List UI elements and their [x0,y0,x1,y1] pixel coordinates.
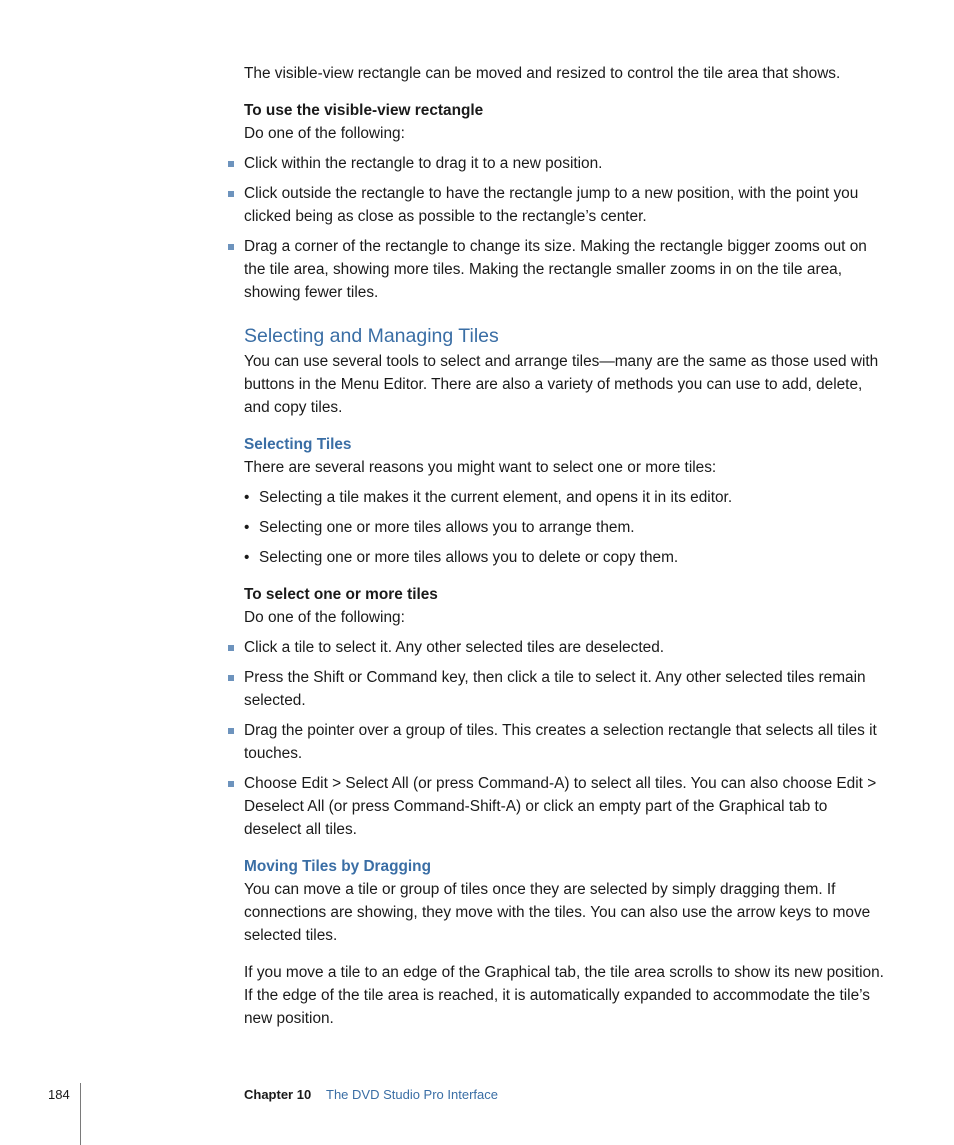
footer-divider [80,1083,81,1145]
list-item: Click within the rectangle to drag it to a new position. [244,152,884,175]
section-title: Selecting and Managing Tiles [244,325,499,347]
moving-paragraph-2: If you move a tile to an edge of the Graphical tab, the tile area scrolls to show its new position. If the edge of the tile area is reached, it is automatically expanded to accommodate the tile’s new position. [244,964,884,1027]
procedure-lead: Do one of the following: [244,125,405,142]
moving-paragraph-1: You can move a tile or group of tiles once they are selected by simply dragging them. If connections are showing, they move with the tiles. You can also use the arrow keys to move selected tiles. [244,881,871,944]
section-body: You can use several tools to select and arrange tiles—many are the same as those used with buttons in the Menu Editor. There are also a variety of methods you can use to add, delete, and copy tiles. [244,353,879,416]
chapter-label: Chapter 10 [244,1087,312,1102]
list-item: Drag the pointer over a group of tiles. This creates a selection rectangle that selects all tiles it touches. [244,719,884,765]
subsection-title-selecting: Selecting Tiles [244,436,352,453]
dot-bullet-icon: • [244,489,250,506]
selecting-body: There are several reasons you might want to select one or more tiles: [244,459,717,476]
list-item: • Selecting one or more tiles allows you to delete or copy them. [244,546,884,569]
list-item: Drag a corner of the rectangle to change its size. Making the rectangle bigger zooms out on the tile area, showing more tiles. Making the rectangle smaller zooms in on the tile area, showing fewer tiles. [244,235,884,304]
list-item: Choose Edit > Select All (or press Command-A) to select all tiles. You can also choose Edit > Deselect All (or press Command-Shift-A) or click an empty part of the Graphical tab to deselect all tiles. [244,772,884,841]
intro-paragraph: The visible-view rectangle can be moved and resized to control the tile area that shows. [244,65,841,82]
square-bullet-icon [228,161,234,167]
page-number: 184 [48,1087,70,1102]
procedure-heading-select-tiles: To select one or more tiles [244,586,438,603]
procedure-heading-visible-view: To use the visible-view rectangle [244,102,484,119]
square-bullet-icon [228,645,234,651]
square-bullet-icon [228,244,234,250]
list-item: Click a tile to select it. Any other selected tiles are deselected. [244,636,884,659]
subsection-title-moving: Moving Tiles by Dragging [244,858,431,875]
selecting-reasons [244,486,884,569]
list-item: Click outside the rectangle to have the rectangle jump to a new position, with the point you clicked being as close as possible to the rectangle’s center. [244,182,884,228]
page-content [244,62,884,1030]
visible-view-steps [244,152,884,304]
list-item: Press the Shift or Command key, then click a tile to select it. Any other selected tiles remain selected. [244,666,884,712]
square-bullet-icon [228,675,234,681]
select-tiles-steps [244,636,884,841]
procedure-lead: Do one of the following: [244,609,405,626]
list-item: • Selecting one or more tiles allows you to arrange them. [244,516,884,539]
chapter-title: The DVD Studio Pro Interface [326,1087,498,1102]
dot-bullet-icon: • [244,549,250,566]
list-item: • Selecting a tile makes it the current element, and opens it in its editor. [244,486,884,509]
dot-bullet-icon: • [244,519,250,536]
square-bullet-icon [228,728,234,734]
square-bullet-icon [228,191,234,197]
square-bullet-icon [228,781,234,787]
